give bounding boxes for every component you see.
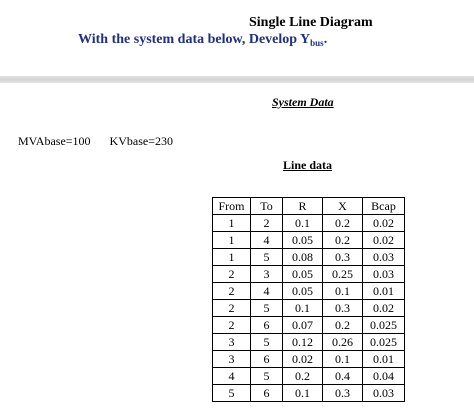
table-cell: 0.03	[363, 266, 405, 283]
table-cell: 0.2	[323, 232, 363, 249]
table-cell: 0.07	[283, 317, 323, 334]
table-cell: 0.01	[363, 351, 405, 368]
table-cell: 0.26	[323, 334, 363, 351]
table-row	[213, 385, 405, 402]
instruction-text: With the system data below, Develop Y	[78, 32, 311, 47]
table-cell: 0.02	[363, 232, 405, 249]
kv-base: KVbase=230	[109, 134, 173, 148]
table-cell: 4	[251, 232, 283, 249]
table-cell: 1	[213, 215, 251, 232]
table-cell: 0.03	[363, 249, 405, 266]
ybus-subscript: bus	[310, 38, 324, 48]
table-row	[213, 334, 405, 351]
table-cell: 2	[213, 300, 251, 317]
table-cell: 6	[251, 317, 283, 334]
table-cell: 6	[251, 351, 283, 368]
table-cell: 1	[213, 249, 251, 266]
table-row	[213, 283, 405, 300]
table-cell: 0.04	[363, 368, 405, 385]
table-cell: 5	[251, 368, 283, 385]
line-data-heading: Line data	[283, 158, 333, 172]
table-cell: 5	[213, 385, 251, 402]
table-cell: 2	[213, 317, 251, 334]
mva-base: MVAbase=100	[18, 134, 91, 148]
table-cell: 0.2	[283, 368, 323, 385]
table-cell: 5	[251, 300, 283, 317]
table-cell: 0.08	[283, 249, 323, 266]
table-cell: 0.3	[323, 249, 363, 266]
table-cell: 0.1	[283, 300, 323, 317]
table-row	[213, 249, 405, 266]
table-cell: 2	[251, 215, 283, 232]
table-header-row	[213, 198, 405, 215]
table-cell: 0.1	[323, 351, 363, 368]
table-row	[213, 351, 405, 368]
header-to: To	[251, 198, 283, 215]
table-cell: 5	[251, 334, 283, 351]
base-parameters	[18, 134, 189, 149]
table-cell: 2	[213, 266, 251, 283]
table-cell: 0.2	[323, 317, 363, 334]
table-cell: 5	[251, 249, 283, 266]
table-cell: 4	[213, 368, 251, 385]
table-cell: 0.01	[363, 283, 405, 300]
table-cell: 1	[213, 232, 251, 249]
table-cell: 0.05	[283, 232, 323, 249]
table-cell: 3	[251, 266, 283, 283]
table-cell: 0.4	[323, 368, 363, 385]
table-cell: 3	[213, 334, 251, 351]
table-cell: 2	[213, 283, 251, 300]
table-row	[213, 300, 405, 317]
table-cell: 0.3	[323, 300, 363, 317]
table-cell: 0.25	[323, 266, 363, 283]
table-cell: 0.1	[283, 215, 323, 232]
table-cell: 0.05	[283, 266, 323, 283]
table-cell: 0.2	[323, 215, 363, 232]
table-cell: 0.02	[283, 351, 323, 368]
table-cell: 4	[251, 283, 283, 300]
table-row	[213, 368, 405, 385]
table-cell: 3	[213, 351, 251, 368]
table-cell: 0.02	[363, 300, 405, 317]
header-from: From	[213, 198, 251, 215]
table-cell: 0.1	[323, 283, 363, 300]
table-cell: 0.05	[283, 283, 323, 300]
header-x: X	[323, 198, 363, 215]
separator-bar	[0, 76, 474, 83]
table-cell: 6	[251, 385, 283, 402]
table-row	[213, 317, 405, 334]
table-row	[213, 232, 405, 249]
table-cell: 0.025	[363, 317, 405, 334]
table-cell: 0.02	[363, 215, 405, 232]
system-data-heading: System Data	[272, 95, 334, 109]
table-cell: 0.3	[323, 385, 363, 402]
line-data-table	[212, 197, 405, 402]
task-instruction	[78, 32, 327, 48]
page-title: Single Line Diagram	[249, 15, 373, 30]
table-cell: 0.025	[363, 334, 405, 351]
instruction-period: .	[323, 32, 328, 47]
table-cell: 0.12	[283, 334, 323, 351]
table-cell: 0.03	[363, 385, 405, 402]
header-bcap: Bcap	[363, 198, 405, 215]
header-r: R	[283, 198, 323, 215]
table-row	[213, 266, 405, 283]
table-row	[213, 215, 405, 232]
table-cell: 0.1	[283, 385, 323, 402]
